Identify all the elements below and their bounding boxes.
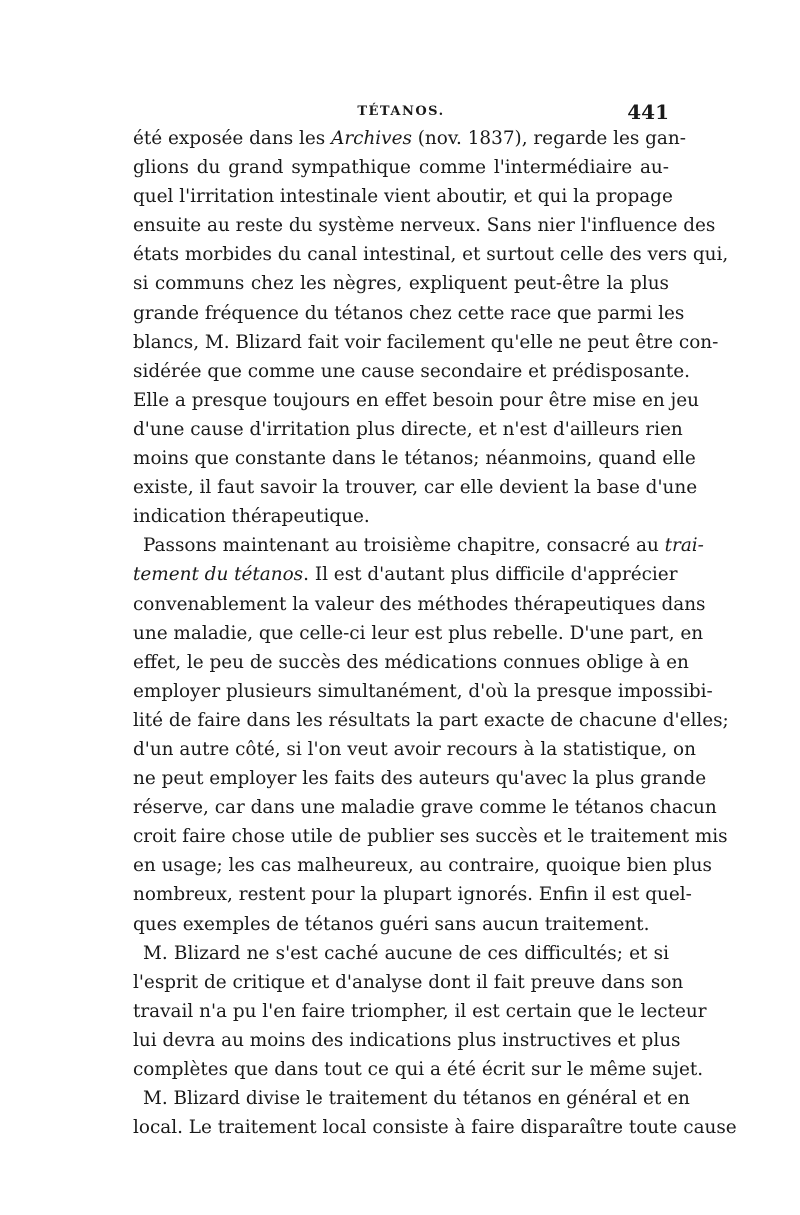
body-text xyxy=(133,124,737,1142)
text-segment: une maladie, que celle-ci leur est plus rebelle. D'une part, en xyxy=(133,622,704,644)
text-segment: sidérée que comme une cause secondaire et prédisposante. xyxy=(133,360,690,382)
text-segment: si communs chez les nègres, expliquent peut-être la plus xyxy=(133,273,669,295)
running-head xyxy=(133,100,669,124)
text-segment: croit faire chose utile de publier ses succès et le traitement mis xyxy=(133,826,728,848)
text-segment: travail n'a pu l'en faire triompher, il est certain que le lecteur xyxy=(133,1000,707,1022)
text-segment: l'esprit de critique et d'analyse dont il fait preuve dans son xyxy=(133,971,684,993)
text-line xyxy=(133,415,683,444)
text-line xyxy=(133,822,728,851)
text-line xyxy=(133,473,698,502)
text-line xyxy=(133,211,716,240)
text-line xyxy=(133,299,685,328)
text-line xyxy=(133,764,707,793)
text-line xyxy=(133,590,706,619)
text-segment: d'un autre côté, si l'on veut avoir recours à la statistique, on xyxy=(133,738,696,760)
text-segment: lui devra au moins des indications plus instructives et plus xyxy=(133,1029,681,1051)
text-line xyxy=(133,939,669,968)
text-segment: convenablement la valeur des méthodes thérapeutiques dans xyxy=(133,593,706,615)
italic-segment: Archives xyxy=(331,128,412,149)
text-segment: M. Blizard ne s'est caché aucune de ces difficultés; et si xyxy=(143,942,669,964)
text-segment: employer plusieurs simultanément, d'où la presque impossibi- xyxy=(133,680,713,702)
text-line xyxy=(133,880,692,909)
text-line xyxy=(133,444,696,473)
text-segment: nombreux, restent pour la plupart ignorés. Enfin il est quel- xyxy=(133,884,692,906)
text-line xyxy=(133,269,669,298)
text-segment: complètes que dans tout ce qui a été écrit sur le même sujet. xyxy=(133,1059,704,1080)
text-line xyxy=(133,997,707,1026)
text-line xyxy=(133,793,717,822)
text-segment: réserve, car dans une maladie grave comme le tétanos chacun xyxy=(133,797,717,819)
text-line xyxy=(133,619,704,648)
text-segment: ensuite au reste du système nerveux. Sans nier l'influence des xyxy=(133,215,716,237)
text-segment: M. Blizard divise le traitement du tétanos en général et en xyxy=(143,1088,690,1110)
text-segment: états morbides du canal intestinal, et surtout celle des vers qui, xyxy=(133,244,729,266)
text-line xyxy=(133,560,678,589)
text-line xyxy=(133,648,689,677)
text-line xyxy=(133,1113,737,1142)
page-number: 441 xyxy=(627,100,669,124)
text-line xyxy=(133,531,704,560)
text-segment: existe, il faut savoir la trouver, car elle devient la base d'une xyxy=(133,477,698,499)
text-segment: glions du grand sympathique comme l'intermédiaire au- xyxy=(133,157,669,179)
text-segment: Elle a presque toujours en effet besoin pour être mise en jeu xyxy=(133,389,699,411)
text-segment: . Il est d'autant plus difficile d'apprécier xyxy=(303,564,678,586)
running-title: TÉTANOS. xyxy=(357,104,445,119)
text-segment: en usage; les cas malheureux, au contraire, quoique bien plus xyxy=(133,855,712,877)
text-line xyxy=(133,328,719,357)
text-segment: blancs, M. Blizard fait voir facilement qu'elle ne peut être con- xyxy=(133,331,719,353)
text-line xyxy=(133,968,684,997)
text-segment: Passons maintenant au troisième chapitre, consacré au xyxy=(143,535,665,557)
text-line xyxy=(133,706,729,735)
text-segment: moins que constante dans le tétanos; néanmoins, quand elle xyxy=(133,448,696,470)
text-line xyxy=(133,153,669,182)
italic-segment: tement du tétanos xyxy=(133,564,304,586)
text-line xyxy=(133,910,669,939)
text-line xyxy=(133,357,690,386)
text-line xyxy=(133,1055,704,1084)
text-line xyxy=(133,386,699,415)
text-line xyxy=(133,1026,681,1055)
text-segment: grande fréquence du tétanos chez cette race que parmi les xyxy=(133,302,685,324)
text-segment: (nov. 1837), regarde les gan- xyxy=(411,128,686,149)
text-segment: ne peut employer les faits des auteurs qu'avec la plus grande xyxy=(133,768,707,790)
text-segment: indication thérapeutique. xyxy=(133,506,370,528)
text-segment: été exposée dans les xyxy=(133,128,332,149)
text-line xyxy=(133,851,712,880)
text-line xyxy=(133,124,686,153)
text-line xyxy=(133,1084,690,1113)
text-line xyxy=(133,240,729,269)
text-segment: lité de faire dans les résultats la part exacte de chacune d'elles; xyxy=(133,709,729,731)
italic-segment: trai- xyxy=(664,535,704,557)
text-line xyxy=(133,182,673,211)
text-line xyxy=(133,677,713,706)
text-segment: quel l'irritation intestinale vient aboutir, et qui la propage xyxy=(133,186,673,208)
text-line xyxy=(133,735,696,764)
text-segment: effet, le peu de succès des médications connues oblige à en xyxy=(133,651,689,673)
text-line xyxy=(133,502,669,531)
text-segment: ques exemples de tétanos guéri sans aucun traitement. xyxy=(133,913,650,935)
text-segment: d'une cause d'irritation plus directe, et n'est d'ailleurs rien xyxy=(133,418,683,440)
text-segment: local. Le traitement local consiste à faire disparaître toute cause xyxy=(133,1117,737,1139)
